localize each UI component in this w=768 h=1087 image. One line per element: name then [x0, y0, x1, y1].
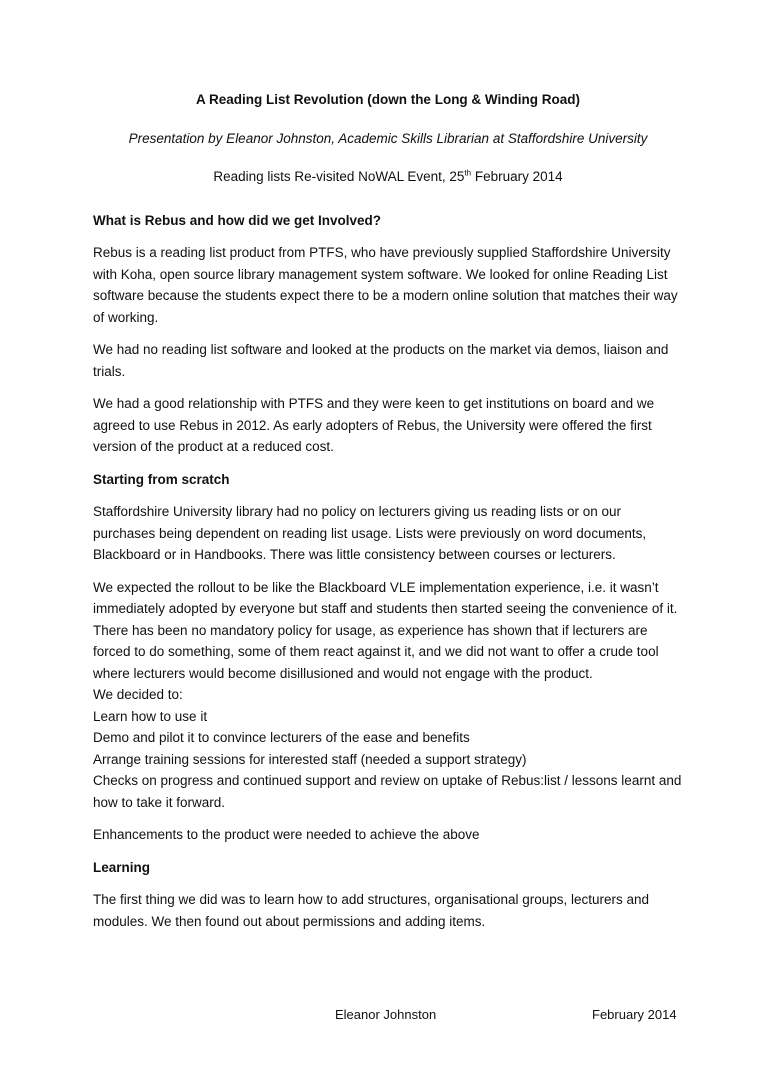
rebus-paragraph-2: We had no reading list software and looked at the products on the market via demos, liaison and trials.	[93, 342, 669, 379]
section-heading-learning: Learning	[93, 859, 151, 875]
scratch-paragraph-2: We expected the rollout to be like the Blackboard VLE implementation experience, i.e. it wasn’t immediately adopted by everyone but staff and students then started seeing the convenience of it. There has been no mandatory policy for usage, as experience has shown that if lecturers are forced to do something, some of them react against it, and we did not want to offer a crude tool where lecturers would become disillusioned and would not engage with the product.	[93, 579, 678, 681]
list-item: Demo and pilot it to convince lecturers of the ease and benefits	[93, 730, 470, 745]
rebus-paragraph-1: Rebus is a reading list product from PTFS, who have previously supplied Staffordshire University with Koha, open source library management system software. We looked for online Reading List software because the students expect there to be a modern online solution that matches their way of working.	[93, 245, 678, 325]
footer-date: February 2014	[592, 1007, 677, 1022]
learning-paragraph-1: The first thing we did was to learn how to add structures, organisational groups, lecturers and modules. We then found out about permissions and adding items.	[93, 892, 650, 929]
event-suffix: February 2014	[471, 169, 563, 184]
document-title: A Reading List Revolution (down the Long & Winding Road)	[195, 92, 581, 107]
event-superscript: th	[464, 168, 472, 178]
section-heading-rebus: What is Rebus and how did we get Involved?	[93, 212, 382, 228]
scratch-block	[93, 577, 683, 814]
list-intro: We decided to:	[93, 687, 183, 702]
footer-author: Eleanor Johnston	[335, 1007, 437, 1022]
list-item: Checks on progress and continued support and review on uptake of Rebus:list / lessons learnt and how to take it forward.	[93, 773, 682, 810]
document-body	[93, 89, 683, 943]
rebus-paragraph-3: We had a good relationship with PTFS and they were keen to get institutions on board and we agreed to use Rebus in 2012. As early adopters of Rebus, the University were offered the first version of the product at a reduced cost.	[93, 396, 655, 454]
event-line	[93, 166, 683, 188]
section-heading-scratch: Starting from scratch	[93, 471, 230, 487]
event-prefix: Reading lists Re-visited NoWAL Event, 25	[213, 169, 465, 184]
scratch-paragraph-3: Enhancements to the product were needed to achieve the above	[93, 827, 480, 842]
list-item: Arrange training sessions for interested staff (needed a support strategy)	[93, 751, 527, 767]
list-item: Learn how to use it	[93, 708, 208, 724]
scratch-paragraph-1: Staffordshire University library had no policy on lecturers giving us reading lists or on our purchases being dependent on reading list usage. Lists were previously on word documents, Blackboard or in Handbooks. There was little consistency between courses or lecturers.	[93, 504, 647, 562]
document-subtitle: Presentation by Eleanor Johnston, Academic Skills Librarian at Staffordshire University	[128, 130, 648, 146]
